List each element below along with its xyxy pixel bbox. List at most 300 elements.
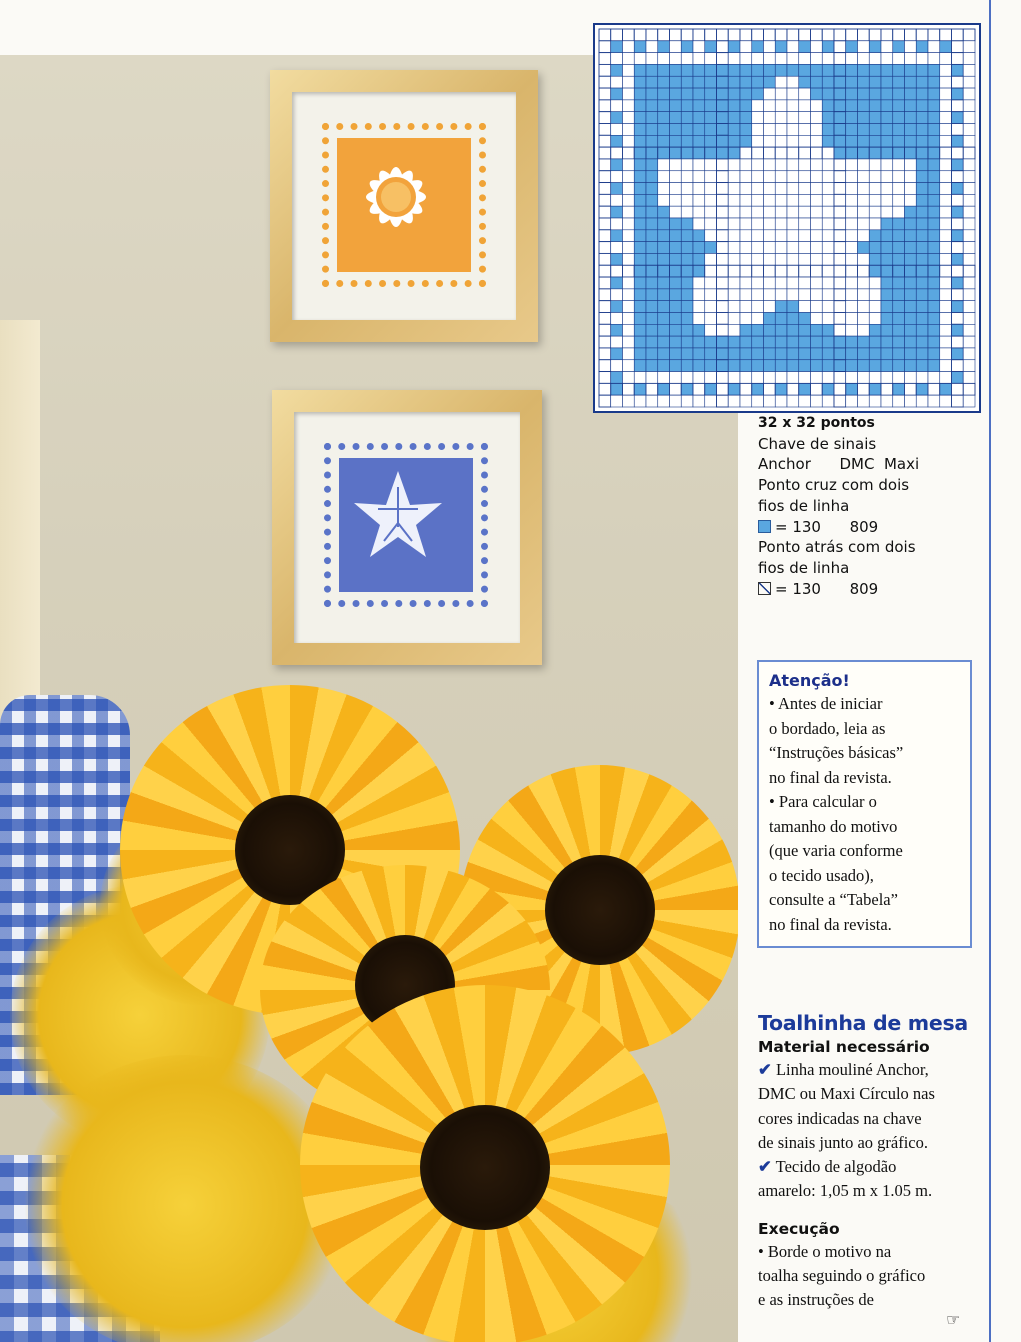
chart-cell [787, 253, 799, 265]
chart-cell [963, 289, 975, 301]
chart-cell [658, 313, 670, 325]
chart-cell [881, 112, 893, 124]
chart-cell [952, 277, 964, 289]
chart-cell [846, 29, 858, 41]
chart-cell [916, 324, 928, 336]
chart-cell [658, 383, 670, 395]
chart-cell [634, 124, 646, 136]
chart-cell [670, 206, 682, 218]
chart-cell [963, 324, 975, 336]
chart-cell [717, 171, 729, 183]
chart-cell [693, 88, 705, 100]
chart-cell [811, 324, 823, 336]
chart-cell [775, 29, 787, 41]
embroidery-blue [324, 443, 488, 607]
chart-cell [623, 100, 635, 112]
chart-cell [916, 277, 928, 289]
chart-cell [905, 159, 917, 171]
chart-cell [905, 336, 917, 348]
chart-cell [858, 194, 870, 206]
chart-cell [846, 301, 858, 313]
chart-cell [881, 100, 893, 112]
chart-cell [928, 336, 940, 348]
chart-cell [834, 301, 846, 313]
chart-cell [752, 313, 764, 325]
chart-cell [728, 253, 740, 265]
chart-cell [740, 324, 752, 336]
chart-cell [658, 29, 670, 41]
chart-cell [670, 135, 682, 147]
chart-cell [764, 147, 776, 159]
chart-cell [623, 277, 635, 289]
chart-cell [940, 147, 952, 159]
chart-size: 32 x 32 pontos [758, 415, 875, 431]
chart-cell [811, 218, 823, 230]
chart-cell [787, 336, 799, 348]
chart-cell [681, 230, 693, 242]
chart-cell [940, 230, 952, 242]
chart-cell [705, 112, 717, 124]
chart-cell [799, 383, 811, 395]
chart-cell [881, 383, 893, 395]
chart-cell [693, 100, 705, 112]
chart-cell [963, 41, 975, 53]
chart-cell [740, 230, 752, 242]
chart-cell [881, 242, 893, 254]
chart-cell [834, 112, 846, 124]
chart-cell [752, 112, 764, 124]
chart-cell [611, 194, 623, 206]
chart-cell [940, 88, 952, 100]
chart-cell [928, 206, 940, 218]
chart-cell [717, 183, 729, 195]
chart-cell [752, 265, 764, 277]
chart-cell [893, 135, 905, 147]
chart-cell [717, 336, 729, 348]
material-line: de sinais junto ao gráfico. [758, 1132, 928, 1152]
chart-cell [940, 29, 952, 41]
chart-cell [940, 277, 952, 289]
chart-cell [728, 29, 740, 41]
chart-cell [623, 124, 635, 136]
chart-cell [775, 100, 787, 112]
chart-cell [681, 206, 693, 218]
chart-cell [928, 124, 940, 136]
chart-cell [893, 277, 905, 289]
chart-cell [846, 336, 858, 348]
chart-cell [646, 135, 658, 147]
chart-cell [634, 383, 646, 395]
chart-cell [599, 324, 611, 336]
chart-cell [893, 372, 905, 384]
chart-cell [787, 41, 799, 53]
chart-cell [858, 230, 870, 242]
chart-cell [858, 348, 870, 360]
chart-cell [740, 242, 752, 254]
chart-cell [705, 253, 717, 265]
chart-cell [799, 112, 811, 124]
chart-cell [681, 265, 693, 277]
chart-cell [599, 372, 611, 384]
chart-cell [717, 395, 729, 407]
chart-cell [963, 383, 975, 395]
chart-cell [834, 230, 846, 242]
chart-cell [787, 277, 799, 289]
chart-cell [728, 147, 740, 159]
chart-cell [963, 230, 975, 242]
chart-cell [905, 206, 917, 218]
chart-cell [928, 171, 940, 183]
chart-cell [717, 159, 729, 171]
chart-cell [599, 159, 611, 171]
chart-cell [869, 41, 881, 53]
chart-cell [893, 64, 905, 76]
chart-cell [916, 230, 928, 242]
chart-cell [799, 348, 811, 360]
chart-cell [764, 29, 776, 41]
execution-line: e as instruções de [758, 1290, 874, 1310]
chart-cell [752, 348, 764, 360]
chart-cell [811, 313, 823, 325]
chart-cell [940, 395, 952, 407]
chart-cell [916, 41, 928, 53]
chart-cell [623, 171, 635, 183]
chart-cell [658, 206, 670, 218]
chart-cell [681, 372, 693, 384]
chart-cell [599, 171, 611, 183]
chart-cell [599, 301, 611, 313]
chart-cell [623, 230, 635, 242]
chart-cell [740, 289, 752, 301]
chart-cell [787, 348, 799, 360]
chart-cell [634, 159, 646, 171]
chart-cell [752, 218, 764, 230]
chart-cell [834, 289, 846, 301]
chart-cell [869, 324, 881, 336]
chart-cell [681, 277, 693, 289]
cross-row [758, 517, 919, 538]
chart-cell [928, 242, 940, 254]
chart-cell [799, 41, 811, 53]
chart-cell [634, 53, 646, 65]
chart-cell [822, 194, 834, 206]
chart-cell [881, 395, 893, 407]
chart-cell [905, 135, 917, 147]
chart-cell [834, 100, 846, 112]
chart-cell [787, 159, 799, 171]
chart-cell [811, 395, 823, 407]
chart-cell [740, 159, 752, 171]
chart-cell [822, 348, 834, 360]
chart-cell [881, 230, 893, 242]
chart-cell [811, 277, 823, 289]
chart-cell [787, 265, 799, 277]
chart-cell [728, 324, 740, 336]
chart-cell [905, 242, 917, 254]
chart-cell [846, 277, 858, 289]
backstitch-icon [758, 582, 771, 595]
chart-cell [834, 76, 846, 88]
chart-cell [834, 41, 846, 53]
chart-cell [787, 76, 799, 88]
chart-cell [728, 53, 740, 65]
chart-cell [634, 171, 646, 183]
chart-cell [717, 348, 729, 360]
chart-cell [799, 171, 811, 183]
chart-cell [834, 395, 846, 407]
chart-cell [611, 336, 623, 348]
chart-cell [834, 277, 846, 289]
chart-cell [916, 64, 928, 76]
chart-cell [846, 100, 858, 112]
chart-cell [646, 289, 658, 301]
chart-cell [811, 147, 823, 159]
chart-cell [599, 29, 611, 41]
chart-cell [740, 277, 752, 289]
chart-cell [799, 135, 811, 147]
attention-line: tamanho do motivo [769, 816, 898, 836]
chart-cell [623, 147, 635, 159]
cross-value: = 130 809 [775, 517, 879, 536]
chart-cell [952, 301, 964, 313]
chart-cell [905, 124, 917, 136]
material-line: ✔ Tecido de algodão [758, 1157, 897, 1177]
chart-cell [787, 171, 799, 183]
materials-heading: Material necessário [758, 1038, 930, 1056]
chart-cell [846, 313, 858, 325]
chart-cell [881, 147, 893, 159]
chart-cell [775, 301, 787, 313]
chart-cell [611, 135, 623, 147]
chart-cell [869, 76, 881, 88]
chart-cell [611, 230, 623, 242]
frame-orange-sunflower [270, 70, 538, 342]
chart-cell [623, 348, 635, 360]
chart-cell [740, 313, 752, 325]
chart-cell [717, 289, 729, 301]
chart-cell [670, 230, 682, 242]
chart-cell [787, 313, 799, 325]
chart-cell [728, 112, 740, 124]
chart-cell [611, 348, 623, 360]
attention-line: “Instruções básicas” [769, 743, 904, 762]
chart-cell [611, 76, 623, 88]
section-title: Toalhinha de mesa [758, 1011, 968, 1035]
chart-cell [728, 159, 740, 171]
chart-cell [916, 348, 928, 360]
chart-cell [634, 135, 646, 147]
chart-cell [928, 29, 940, 41]
chart-cell [928, 372, 940, 384]
chart-cell [963, 147, 975, 159]
chart-cell [858, 135, 870, 147]
chart-cell [916, 100, 928, 112]
chart-cell [740, 206, 752, 218]
chart-cell [869, 218, 881, 230]
attention-line: consulte a “Tabela” [769, 890, 898, 909]
chart-cell [670, 313, 682, 325]
chart-cell [752, 53, 764, 65]
chart-cell [963, 135, 975, 147]
chart-cell [893, 206, 905, 218]
attention-line: (que varia conforme [769, 841, 903, 860]
chart-cell [752, 41, 764, 53]
chart-cell [963, 206, 975, 218]
chart-cell [717, 301, 729, 313]
chart-cell [705, 336, 717, 348]
chart-cell [728, 183, 740, 195]
chart-cell [681, 147, 693, 159]
chart-cell [822, 253, 834, 265]
chart-cell [811, 171, 823, 183]
chart-cell [787, 206, 799, 218]
chart-cell [599, 348, 611, 360]
chart-cell [822, 76, 834, 88]
chart-cell [952, 289, 964, 301]
chart-cell [963, 336, 975, 348]
chart-cell [658, 147, 670, 159]
attention-line: • Para calcular o [769, 792, 877, 811]
chart-cell [869, 100, 881, 112]
chart-cell [681, 313, 693, 325]
chart-cell [822, 230, 834, 242]
chart-cell [705, 277, 717, 289]
chart-cell [658, 336, 670, 348]
chart-cell [952, 313, 964, 325]
chart-cell [728, 206, 740, 218]
chart-cell [928, 360, 940, 372]
chart-cell [811, 383, 823, 395]
chart-cell [646, 301, 658, 313]
chart-cell [764, 53, 776, 65]
chart-cell [952, 253, 964, 265]
back-label-2: fios de linha [758, 558, 850, 577]
chart-cell [740, 147, 752, 159]
chart-cell [658, 348, 670, 360]
chart-cell [623, 372, 635, 384]
chart-cell [799, 194, 811, 206]
chart-cell [799, 242, 811, 254]
chart-cell [740, 112, 752, 124]
chart-cell [905, 100, 917, 112]
chart-cell [740, 29, 752, 41]
chart-cell [893, 41, 905, 53]
chart-cell [787, 88, 799, 100]
chart-cell [728, 372, 740, 384]
chart-cell [963, 372, 975, 384]
chart-cell [940, 324, 952, 336]
chart-cell [764, 324, 776, 336]
chart-cell [717, 100, 729, 112]
chart-cell [846, 360, 858, 372]
chart-cell [775, 383, 787, 395]
chart-cell [916, 171, 928, 183]
chart-cell [869, 383, 881, 395]
chart-cell [905, 383, 917, 395]
chart-cell [634, 265, 646, 277]
chart-cell [775, 360, 787, 372]
chart-cell [705, 383, 717, 395]
chart-cell [822, 242, 834, 254]
chart-cell [869, 289, 881, 301]
chart-cell [740, 383, 752, 395]
chart-cell [764, 124, 776, 136]
chart-cell [811, 360, 823, 372]
chart-cell [858, 265, 870, 277]
chart-cell [952, 324, 964, 336]
chart-cell [681, 289, 693, 301]
check-icon: ✔ [758, 1157, 772, 1177]
chart-cell [623, 395, 635, 407]
chart-cell [599, 53, 611, 65]
chart-cell [869, 53, 881, 65]
chart-cell [623, 183, 635, 195]
chart-cell [916, 395, 928, 407]
chart-cell [905, 313, 917, 325]
chart-cell [646, 313, 658, 325]
chart-cell [670, 147, 682, 159]
chart-cell [858, 88, 870, 100]
chart-cell [693, 253, 705, 265]
chart-cell [611, 124, 623, 136]
chart-cell [799, 53, 811, 65]
chart-cell [905, 372, 917, 384]
chart-cell [611, 100, 623, 112]
chart-cell [834, 372, 846, 384]
chart-cell [822, 53, 834, 65]
chart-cell [905, 360, 917, 372]
chart-cell [728, 360, 740, 372]
chart-cell [822, 183, 834, 195]
attention-box [757, 660, 972, 948]
chart-cell [905, 395, 917, 407]
chart-cell [717, 76, 729, 88]
chart-cell [858, 242, 870, 254]
chart-cell [905, 194, 917, 206]
chart-cell [905, 147, 917, 159]
chart-cell [728, 348, 740, 360]
chart-cell [858, 183, 870, 195]
chart-cell [952, 383, 964, 395]
chart-cell [846, 372, 858, 384]
chart-cell [928, 159, 940, 171]
chart-cell [658, 159, 670, 171]
chart-cell [822, 135, 834, 147]
chart-cell [611, 218, 623, 230]
chart-cell [740, 135, 752, 147]
chart-cell [681, 324, 693, 336]
chart-cell [928, 88, 940, 100]
chart-cell [740, 336, 752, 348]
chart-cell [893, 53, 905, 65]
chart-cell [599, 88, 611, 100]
chart-cell [646, 183, 658, 195]
chart-cell [822, 159, 834, 171]
chart-cell [670, 336, 682, 348]
chart-cell [681, 194, 693, 206]
chart-cell [834, 147, 846, 159]
chart-cell [881, 29, 893, 41]
chart-cell [799, 289, 811, 301]
chart-cell [764, 383, 776, 395]
chart-cell [681, 29, 693, 41]
chart-cell [834, 265, 846, 277]
chart-cell [634, 336, 646, 348]
chart-cell [834, 313, 846, 325]
chart-cell [952, 336, 964, 348]
chart-cell [670, 112, 682, 124]
chart-cell [717, 360, 729, 372]
